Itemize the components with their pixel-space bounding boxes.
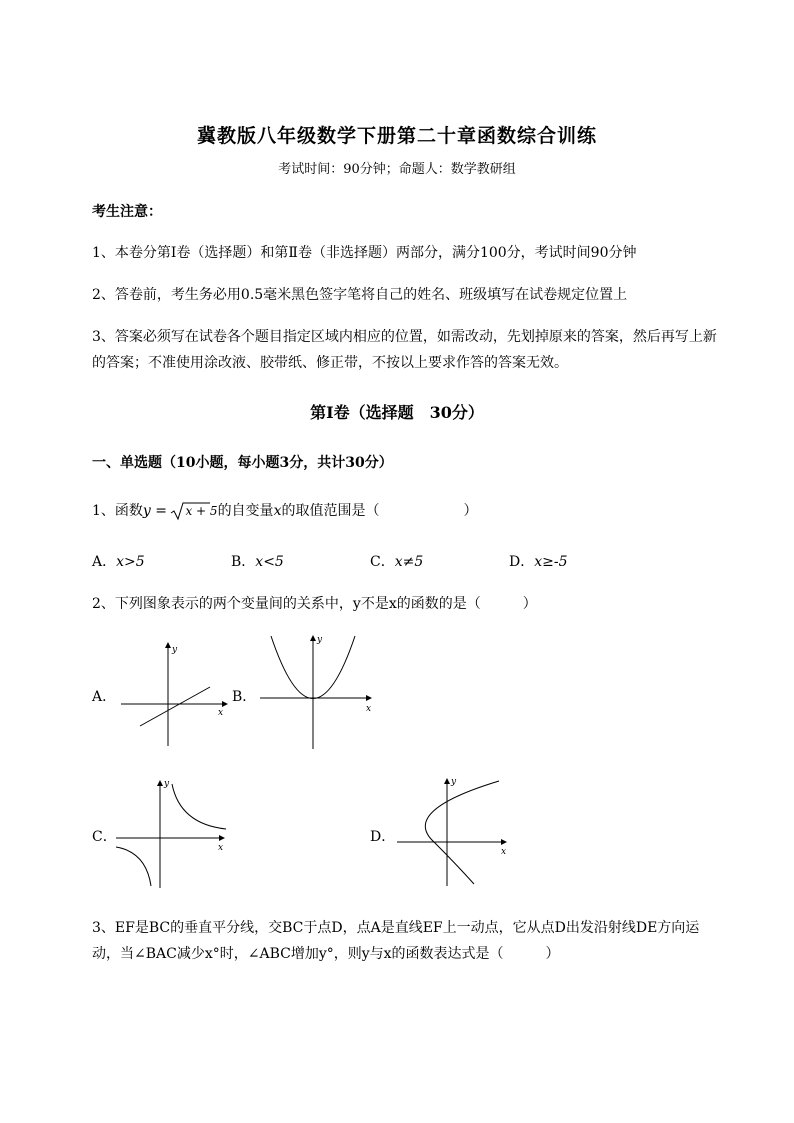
notice-item-3-cont: 的答案；不准使用涂改液、胶带纸、修正带，不按以上要求作答的答案无效。 [92, 355, 568, 371]
q1-option-a[interactable] [92, 551, 145, 571]
q1-var: x [273, 503, 282, 519]
q1-radicand: x + 5 [185, 504, 218, 518]
q2-option-c-label[interactable]: C． [92, 829, 117, 845]
option-label: B． [231, 554, 256, 570]
notice-item-2: 2、答卷前，考生务必用0.5毫米黑色签字笔将自己的姓名、班级填写在试卷规定位置上 [92, 287, 628, 303]
notice-item-3: 3、答案必须写在试卷各个题目指定区域内相应的位置，如需改动，先划掉原来的答案，然后再写上新 [92, 329, 717, 345]
part-heading: 一、单选题（10小题，每小题3分，共计30分） [92, 455, 393, 471]
option-text: x<5 [255, 554, 284, 570]
option-text: x>5 [116, 554, 145, 570]
y-axis-label: y [317, 635, 323, 645]
graph-a[interactable] [118, 640, 230, 748]
x-arrow-icon [501, 839, 507, 845]
notice-item-1: 1、本卷分第I卷（选择题）和第Ⅱ卷（非选择题）两部分，满分100分，考试时间90分钟 [92, 245, 637, 261]
x-arrow-icon [366, 695, 372, 701]
y-axis-label: y [172, 645, 178, 655]
q2-option-d-label[interactable]: D． [370, 829, 396, 845]
function-line [140, 687, 210, 726]
exam-info: 考试时间：90分钟；命题人：数学教研组 [278, 162, 516, 177]
graph-d[interactable] [394, 774, 510, 888]
page-title: 冀教版八年级数学下册第二十章函数综合训练 [196, 125, 597, 147]
section-title: 第I卷（选择题 30分） [310, 403, 484, 422]
x-axis-label: x [218, 843, 224, 853]
hyperbola-branch-1 [172, 784, 226, 829]
sideways-parabola-curve [425, 781, 499, 884]
sqrt-icon [170, 501, 210, 521]
q1-option-c[interactable] [370, 551, 423, 571]
x-arrow-icon [219, 835, 225, 841]
question-3-line-2: 动，当∠BAC减少x°时，∠ABC增加y°，则y与x的函数表达式是（ ） [92, 946, 560, 962]
hyperbola-branch-2 [116, 847, 151, 886]
y-axis-label: y [451, 777, 457, 787]
q2-option-a-label[interactable]: A． [92, 689, 117, 705]
x-axis-label: x [218, 708, 224, 718]
question-3-line-1: 3、EF是BC的垂直平分线，交BC于点D，点A是直线EF上一动点，它从点D出发沿射线DE方向运 [92, 920, 700, 936]
graph-c[interactable] [114, 776, 230, 890]
x-axis-label: x [366, 704, 372, 714]
q1-prefix: 1、函数 [92, 503, 143, 519]
q1-y-eq: y = [142, 503, 168, 519]
x-arrow-icon [222, 701, 228, 707]
y-arrow-icon [310, 635, 316, 641]
q1-option-d[interactable] [509, 551, 568, 571]
y-axis-label: y [164, 779, 170, 789]
option-text: x≥-5 [534, 554, 568, 570]
y-arrow-icon [165, 642, 171, 648]
q1-suffix: 的取值范围是（ ） [281, 503, 478, 519]
y-arrow-icon [157, 780, 163, 786]
notice-heading: 考生注意： [92, 204, 162, 220]
q2-option-b-label[interactable]: B． [232, 689, 257, 705]
q1-mid: 的自变量 [217, 503, 274, 519]
question-2: 2、下列图象表示的两个变量间的关系中，y不是x的函数的是（ ） [92, 596, 537, 612]
graph-b[interactable] [258, 633, 376, 751]
question-1 [92, 500, 477, 520]
q1-sqrt [171, 503, 217, 519]
x-axis-label: x [501, 847, 507, 857]
option-label: C． [370, 554, 395, 570]
q1-option-b[interactable] [231, 551, 284, 571]
option-text: x≠5 [394, 554, 424, 570]
option-label: A． [92, 554, 117, 570]
option-label: D． [509, 554, 535, 570]
y-arrow-icon [444, 778, 450, 784]
